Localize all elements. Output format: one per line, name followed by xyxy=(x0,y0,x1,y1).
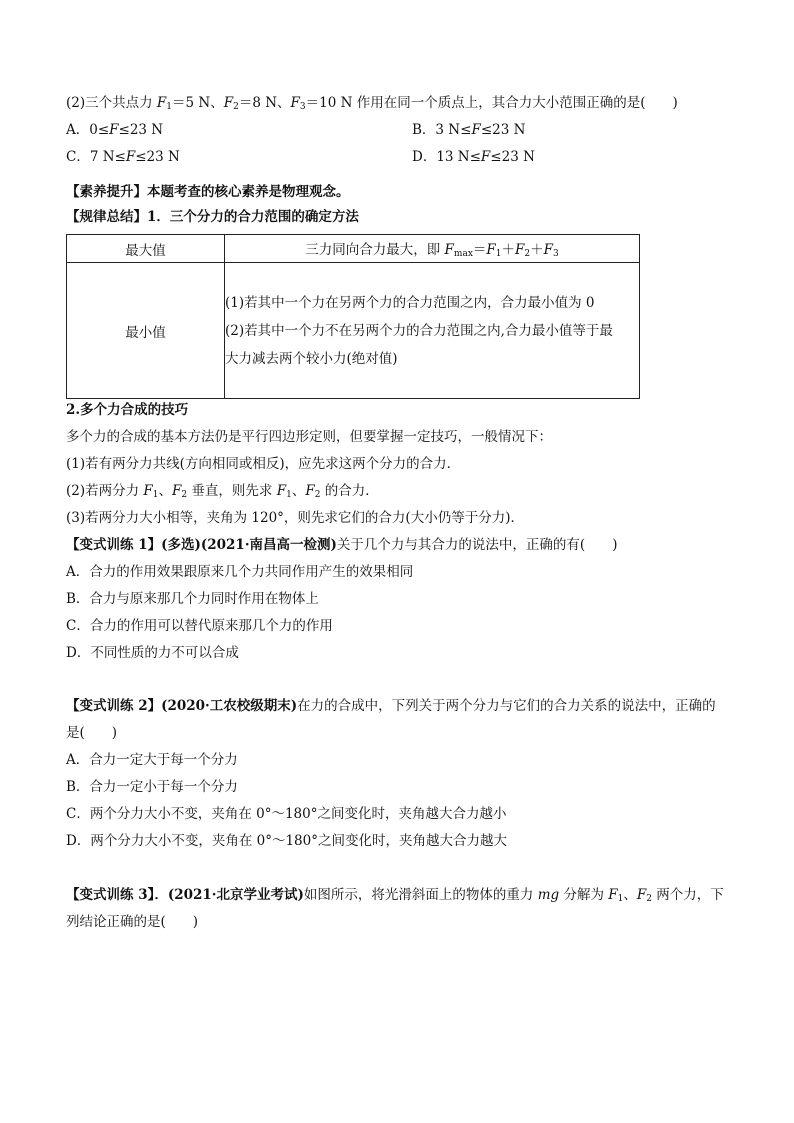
ex2-option-a[interactable]: A．合力一定大于每一个分力 xyxy=(66,752,238,768)
min-line-3: 大力减去两个较小力(绝对值) xyxy=(225,350,398,367)
technique-item-1: (1)若有两分力共线(方向相同或相反)，应先求这两个分力的合力． xyxy=(66,456,461,472)
option-b[interactable]: B．3 N≤F≤23 N xyxy=(412,122,526,138)
ex2-option-b[interactable]: B．合力一定小于每一个分力 xyxy=(66,779,238,795)
min-line-2: (2)若其中一个力不在另两个力的合力范围之内,合力最小值等于最 xyxy=(225,322,613,339)
min-value-cell xyxy=(225,263,640,399)
technique-heading: 2.多个力合成的技巧 xyxy=(66,402,189,418)
question-2-stem: (2)三个共点力 $F_1=5$ N、$F_2=8$ N、$F_3=10$ N 作用在同一个质点上，其合力大小范围正确的是( ) xyxy=(66,95,678,112)
technique-item-2: (2)若两分力 $F_1$、$F_2$ 垂直，则先求 $F_1$、$F_2$ 的合力． xyxy=(66,483,379,500)
min-label: 最小值 xyxy=(67,263,225,399)
max-value-cell: 三力同向合力最大，即 $F_{max}=F_1+F_2+F_3$ xyxy=(225,235,640,263)
exercise-2-stem-cont: 是( ) xyxy=(66,725,118,741)
exercise-1-stem: 【变式训练 1】(多选)(2021·南昌高一检测)关于几个力与其合力的说法中，正确的有( ) xyxy=(66,537,618,553)
ex2-option-c[interactable]: C．两个分力大小不变，夹角在 0°～180°之间变化时，夹角越大合力越小 xyxy=(66,806,507,822)
max-label: 最大值 xyxy=(67,235,225,263)
option-d[interactable]: D．13 N≤F≤23 N xyxy=(412,149,535,165)
rule-summary-heading: 【规律总结】1．三个分力的合力范围的确定方法 xyxy=(66,209,359,225)
technique-item-3: (3)若两分力大小相等，夹角为 120°，则先求它们的合力(大小仍等于分力)． xyxy=(66,510,524,526)
technique-intro: 多个力的合成的基本方法仍是平行四边形定则，但要掌握一定技巧，一般情况下： xyxy=(66,429,552,445)
exercise-3-stem: 【变式训练 3】．(2021·北京学业考试)如图所示，将光滑斜面上的物体的重力 mg 分解为 $F_1$、$F_2$ 两个力，下 xyxy=(66,887,724,904)
ex1-option-b[interactable]: B．合力与原来那几个力同时作用在物体上 xyxy=(66,591,319,607)
ex2-option-d[interactable]: D．两个分力大小不变，夹角在 0°～180°之间变化时，夹角越大合力越大 xyxy=(66,833,507,849)
option-c[interactable]: C．7 N≤F≤23 N xyxy=(66,149,180,165)
option-a[interactable]: A．0≤F≤23 N xyxy=(66,122,164,138)
ex1-option-c[interactable]: C．合力的作用可以替代原来那几个力的作用 xyxy=(66,618,333,634)
min-line-1: (1)若其中一个力在另两个力的合力范围之内，合力最小值为 0 xyxy=(225,294,595,311)
exercise-2-stem: 【变式训练 2】(2020·工农校级期末)在力的合成中，下列关于两个分力与它们的合力关系的说法中，正确的 xyxy=(66,698,716,714)
force-range-table xyxy=(66,234,640,399)
ex1-option-d[interactable]: D．不同性质的力不可以合成 xyxy=(66,645,239,661)
literacy-note: 【素养提升】本题考查的核心素养是物理观念。 xyxy=(66,184,350,200)
exercise-3-stem-cont: 列结论正确的是( ) xyxy=(66,914,199,930)
ex1-option-a[interactable]: A．合力的作用效果跟原来几个力共同作用产生的效果相同 xyxy=(66,564,414,580)
